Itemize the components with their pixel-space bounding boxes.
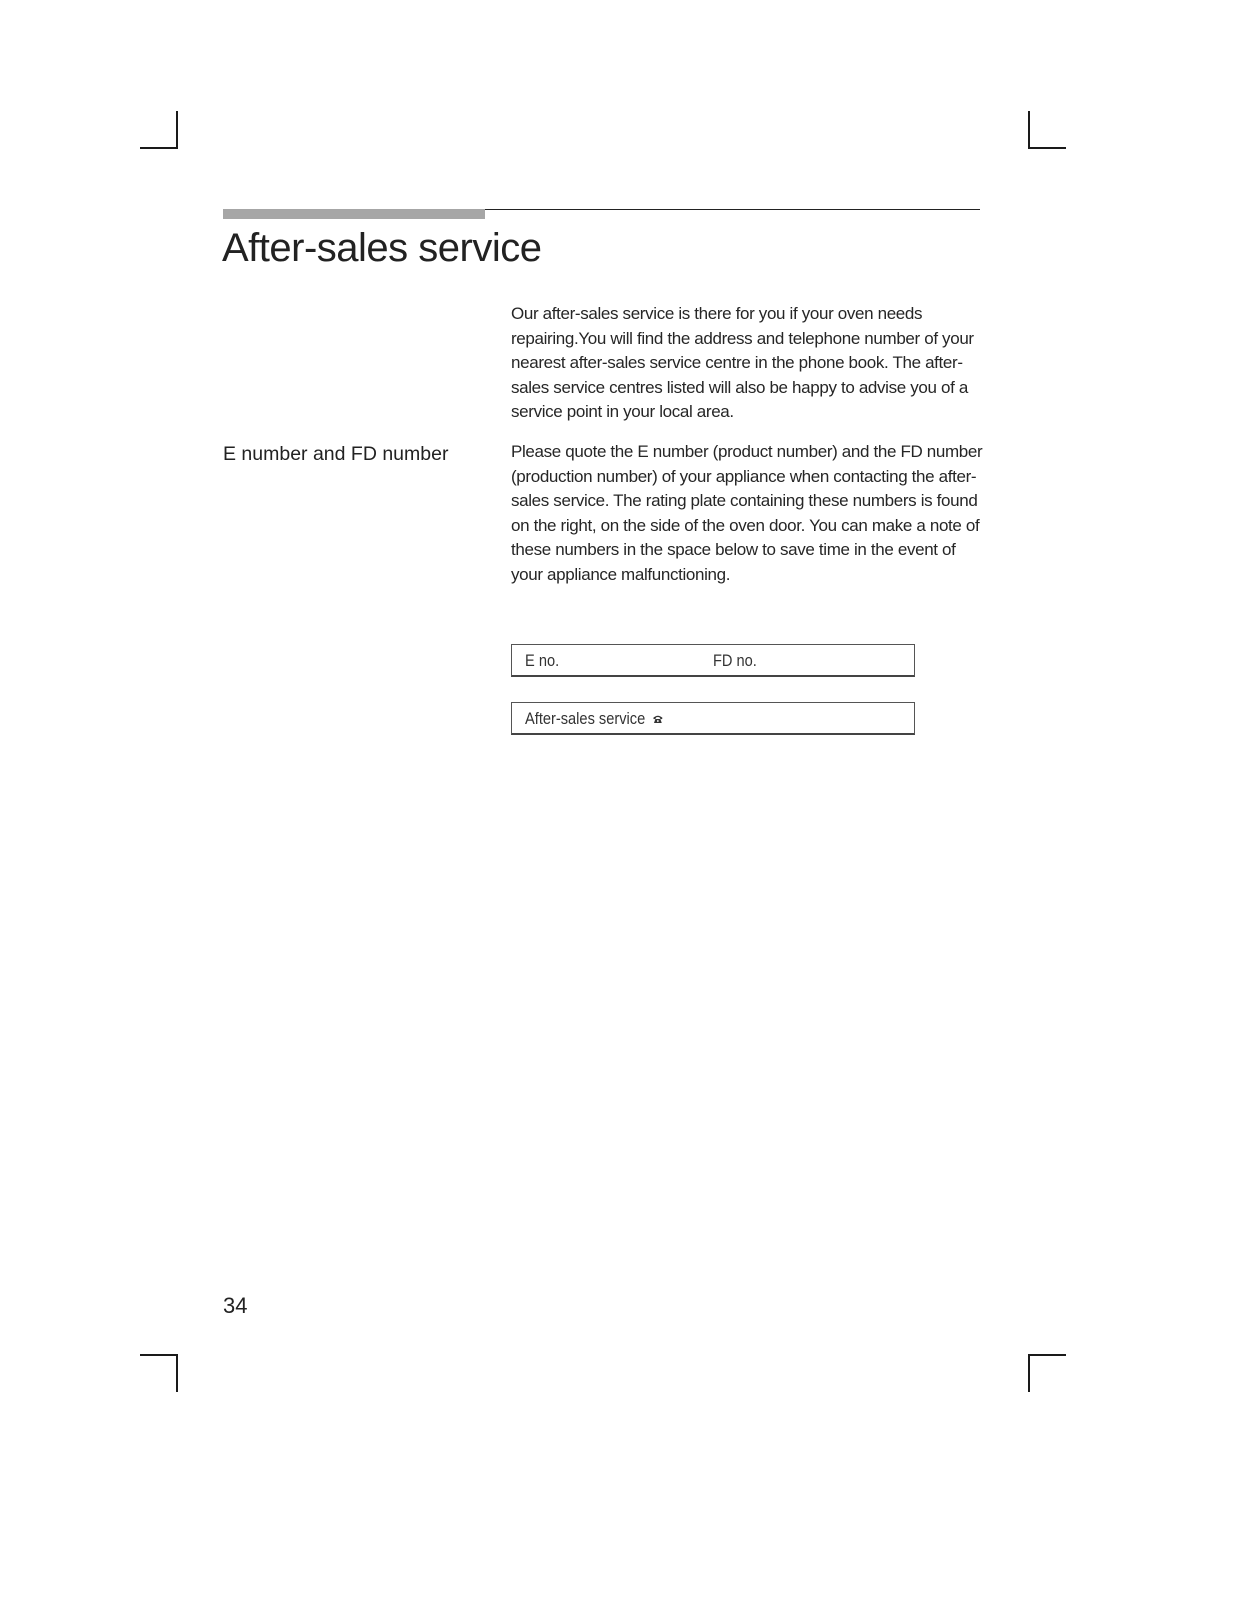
crop-mark-bottom-right-horizontal: [1028, 1354, 1066, 1356]
crop-mark-top-right-vertical: [1028, 111, 1030, 149]
header-accent-bar: [223, 209, 485, 219]
crop-mark-top-right-horizontal: [1028, 147, 1066, 149]
crop-mark-bottom-left-vertical: [176, 1354, 178, 1392]
crop-mark-bottom-left-horizontal: [140, 1354, 178, 1356]
crop-mark-top-left-vertical: [176, 111, 178, 149]
telephone-icon: [652, 714, 663, 724]
service-label-text: After-sales service: [525, 709, 646, 728]
crop-mark-top-left-horizontal: [140, 147, 178, 149]
after-sales-service-label: [525, 709, 663, 729]
e-no-label: E no.: [525, 651, 560, 670]
crop-mark-bottom-right-vertical: [1028, 1354, 1030, 1392]
e-fd-number-field[interactable]: [511, 644, 915, 677]
fd-no-label: FD no.: [713, 651, 757, 670]
intro-paragraph: Our after-sales service is there for you if your oven needs repairing.You will find the address and telephone number of your nearest after-sales service centre in the phone book. The after-sales service centres listed will also be happy to advise you of a service point in your local area.: [511, 304, 974, 422]
page-number: 34: [223, 1293, 248, 1318]
after-sales-service-field[interactable]: [511, 702, 915, 735]
page-title: After-sales service: [222, 226, 542, 270]
section-paragraph: Please quote the E number (product number) and the FD number (production number) of your appliance when contacting the after-sales service. The rating plate containing these numbers is found on the right, on the side of the oven door. You can make a note of these numbers in the space below to save time in the event of your appliance malfunctioning.: [511, 442, 983, 584]
section-heading: E number and FD number: [223, 443, 449, 465]
